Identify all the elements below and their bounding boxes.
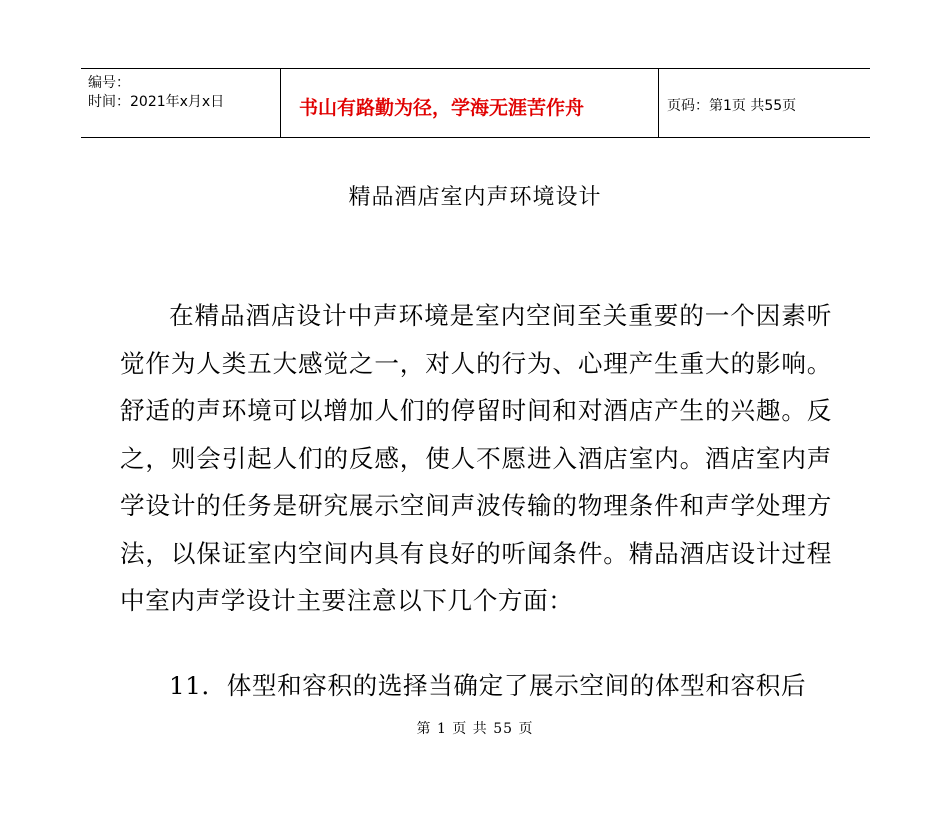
- header-motto-cell: [281, 69, 659, 137]
- page-footer: 第 1 页 共 55 页: [416, 721, 534, 737]
- section-item-1: 11．体型和容积的选择当确定了展示空间的体型和容积后: [169, 671, 807, 700]
- body-paragraph: 在精品酒店设计中声环境是室内空间至关重要的一个因素听觉作为人类五大感觉之一，对人的行为、心理产生重大的影响。舒适的声环境可以增加人们的停留时间和对酒店产生的兴趣。反之，则会引起人们的反感，使人不愿进入酒店室内。酒店室内声学设计的任务是研究展示空间声波传输的物理条件和声学处理方法，以保证室内空间内具有良好的听闻条件。精品酒店设计过程中室内声学设计主要注意以下几个方面：: [120, 301, 832, 615]
- document-code-label: 编号：: [88, 75, 130, 91]
- document-title: 精品酒店室内声环境设计: [348, 185, 602, 210]
- header-meta-cell: [81, 69, 281, 137]
- page-header: [81, 68, 870, 138]
- document-time-label: 时间：2021年x月x日: [88, 94, 225, 110]
- header-page-cell: [659, 69, 870, 137]
- header-motto: 书山有路勤为径，学海无涯苦作舟: [299, 97, 585, 119]
- header-page-info: 页码：第1页 共55页: [667, 98, 797, 114]
